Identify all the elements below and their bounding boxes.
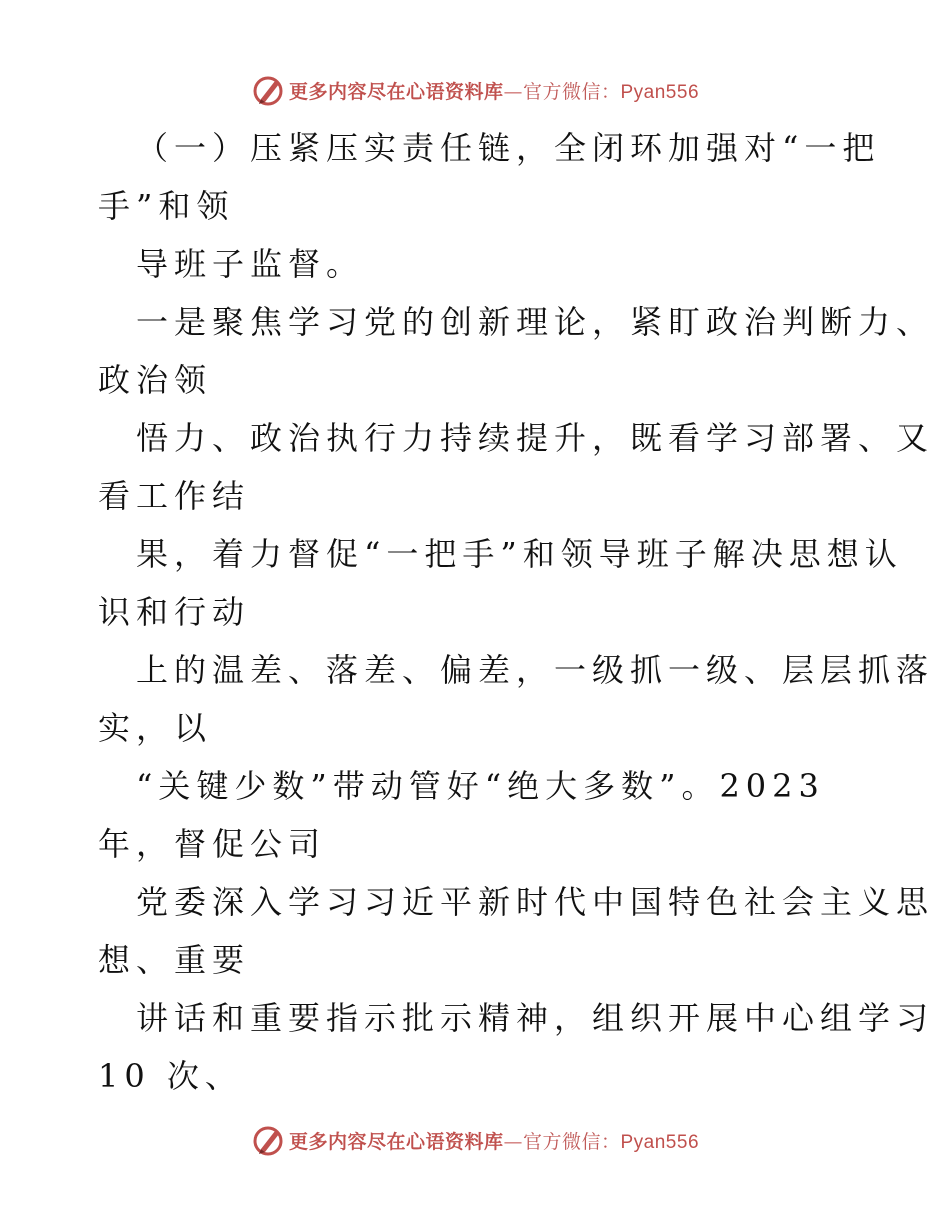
- body-line: 政治领: [98, 361, 213, 399]
- body-line: 手”和领: [98, 187, 235, 225]
- watermark-text: 更多内容尽在心语资料库—官方微信：Pyan556: [288, 80, 700, 103]
- body-line: 导班子监督。: [136, 245, 365, 283]
- body-line: 上的温差、落差、偏差，一级抓一级、层层抓落: [136, 651, 935, 689]
- body-line: “关键少数”带动管好“绝大多数”。2023: [136, 767, 825, 805]
- header-watermark: [0, 68, 950, 112]
- body-line: 悟力、政治执行力持续提升，既看学习部署、又: [136, 419, 935, 457]
- body-line: 一是聚焦学习党的创新理论，紧盯政治判断力、: [136, 303, 935, 341]
- body-line: 讲话和重要指示批示精神，组织开展中心组学习: [136, 999, 935, 1037]
- body-line: （一）压紧压实责任链，全闭环加强对“一把: [136, 129, 881, 167]
- body-line: 实，以: [98, 709, 213, 747]
- body-line: 党委深入学习习近平新时代中国特色社会主义思: [136, 883, 935, 921]
- footer-watermark: [0, 1118, 950, 1162]
- body-line: 看工作结: [98, 477, 251, 515]
- watermark-text: 更多内容尽在心语资料库—官方微信：Pyan556: [288, 1130, 700, 1153]
- pen-seal-icon: [251, 1123, 285, 1157]
- body-line: 10 次、: [98, 1057, 243, 1095]
- body-line: 想、重要: [98, 941, 251, 979]
- body-line: 果，着力督促“一把手”和领导班子解决思想认: [136, 535, 903, 573]
- body-line: 识和行动: [98, 593, 251, 631]
- pen-seal-icon: [251, 73, 285, 107]
- body-line: 年，督促公司: [98, 825, 327, 863]
